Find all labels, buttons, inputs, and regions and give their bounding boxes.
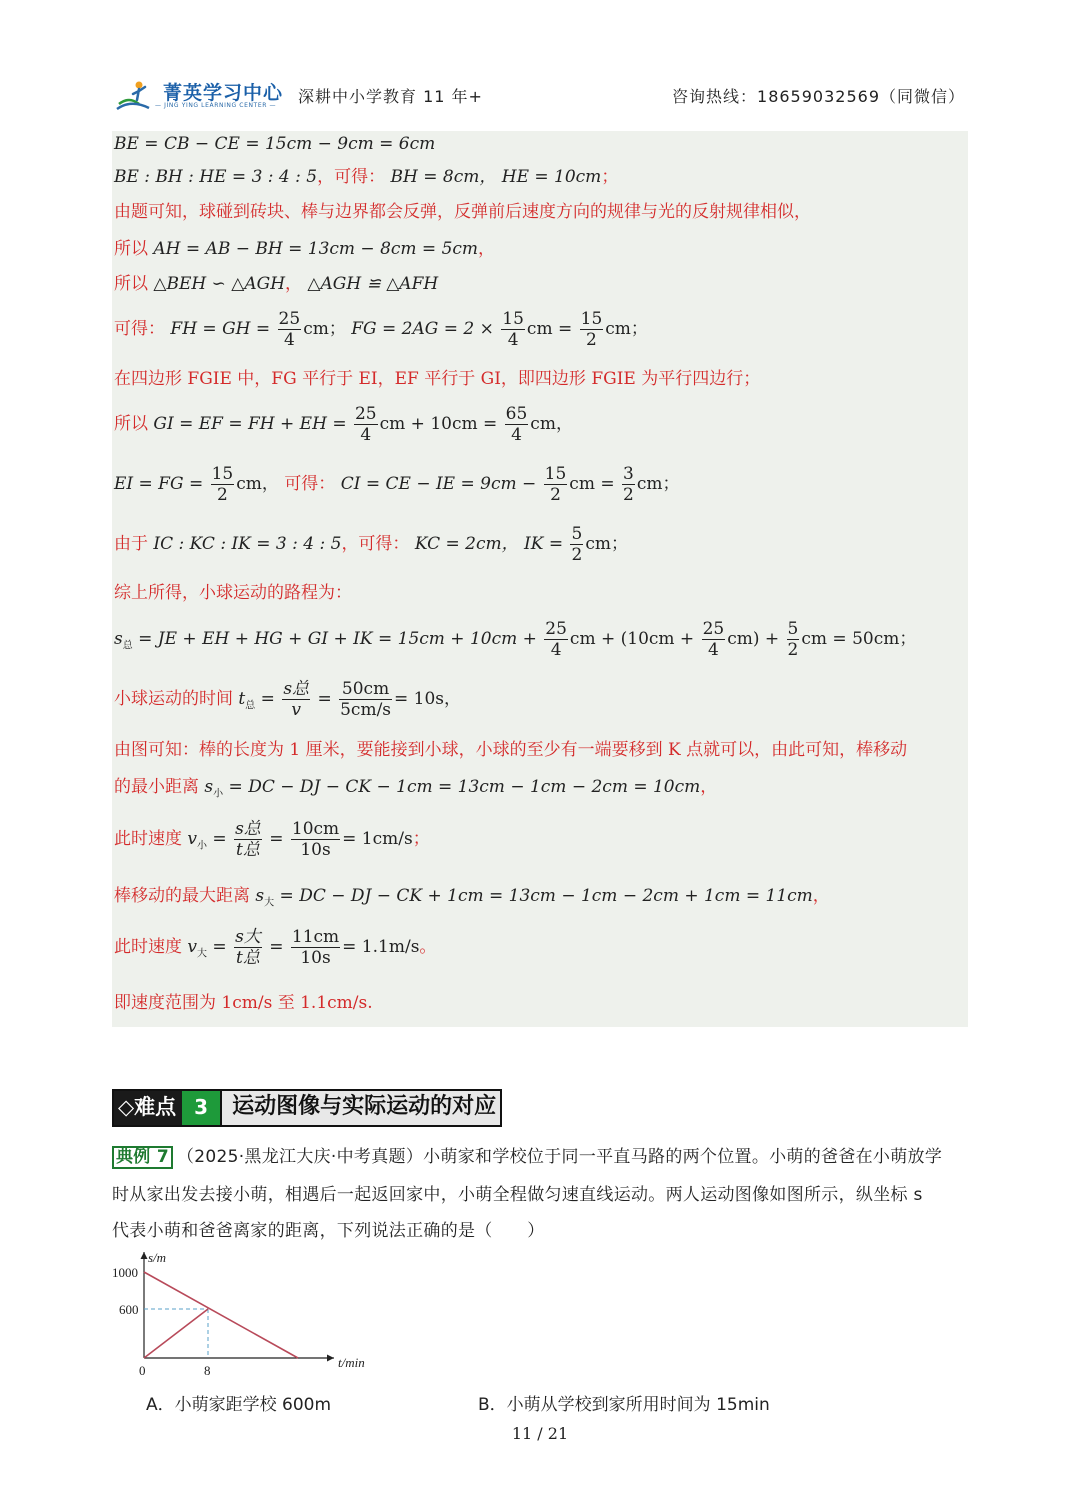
fraction: $\frac{25}{4}$: [278, 309, 301, 350]
fraction: $\frac{25}{4}$: [354, 404, 377, 445]
math-text: KC = 2cm， IK =: [414, 534, 564, 554]
solution-box: [112, 131, 968, 1027]
fraction: $\frac{15}{4}$: [502, 309, 524, 350]
text: 棒移动的最大距离: [114, 886, 250, 906]
text: ；: [412, 829, 430, 849]
fraction: $\frac{15}{2}$: [211, 464, 234, 505]
math-text: AH = AB − BH = 13cm − 8cm = 5cm: [153, 239, 479, 259]
fraction: $\frac{15}{2}$: [580, 309, 603, 350]
unit-text: cm；: [585, 534, 628, 554]
unit-text: cm = 50cm；: [801, 629, 917, 649]
logo: [115, 78, 293, 114]
unit-text: cm =: [526, 319, 573, 339]
solution-line-18: [114, 927, 436, 968]
header-slogan: 深耕中小学教育 11 年+: [298, 87, 483, 106]
unit-text: cm，: [236, 474, 279, 494]
math-text: EI = FG =: [114, 474, 204, 494]
text: ，可得：: [341, 534, 410, 554]
unit-text: cm；: [605, 319, 648, 339]
option-a: A．小萌家距学校 600m: [146, 1395, 332, 1415]
motion-graph: [106, 1244, 376, 1379]
text: 可得：: [114, 319, 165, 339]
math-text: △AGH ≌ △AFH: [307, 274, 439, 294]
origin-label: 0: [139, 1363, 146, 1378]
option-b: B．小萌从学校到家所用时间为 15min: [478, 1395, 770, 1415]
fraction: $\frac{5}{2}$: [787, 619, 799, 660]
subscript: 大: [264, 897, 275, 909]
fraction: $\frac{11cm}{10s}$: [291, 927, 340, 968]
fraction: $\frac{25}{4}$: [545, 619, 567, 660]
text: 所以: [114, 239, 148, 259]
math-text: = DC − DJ − CK − 1cm = 13cm − 1cm − 2cm = 10cm: [228, 777, 701, 797]
logo-subtext: — JING YING LEARNING CENTER —: [155, 102, 277, 109]
fraction: $\frac{3}{2}$: [623, 464, 634, 505]
math-text: BH = 8cm， HE = 10cm: [390, 167, 602, 187]
fraction: $\frac{15}{2}$: [544, 464, 567, 505]
problem-line-3: 代表小萌和爸爸离家的距离，下列说法正确的是（ ）: [112, 1221, 545, 1241]
xiaomeng-line: [144, 1272, 298, 1358]
subscript: 小: [197, 840, 208, 852]
fraction: $\frac{\text{s总}}{\text{t总}}$: [235, 819, 261, 860]
unit-text: cm；: [636, 474, 680, 494]
solution-line-8: [114, 404, 573, 445]
subscript: 总: [122, 640, 133, 652]
solution-line-5: [114, 273, 438, 295]
text: ，: [478, 239, 496, 259]
solution-line-10: [114, 524, 628, 565]
math-text: =: [212, 937, 227, 957]
solution-line-6: [114, 309, 648, 350]
text: 的最小距离: [114, 777, 199, 797]
math-text: =: [269, 937, 284, 957]
solution-line-16: [114, 819, 430, 860]
math-text: = JE + EH + HG + GI + IK = 15cm + 10cm +: [138, 629, 537, 649]
math-text: s: [255, 886, 265, 906]
page-number: 11 / 21: [511, 1424, 569, 1443]
fraction: $\frac{50cm}{5cm/s}$: [340, 679, 392, 720]
text: 此时速度: [114, 829, 182, 849]
subscript: 小: [213, 788, 224, 800]
solution-line-13: [114, 679, 461, 720]
unit-text: = 10s，: [394, 689, 462, 709]
solution-line-9: [114, 464, 679, 505]
math-text: s: [114, 629, 123, 649]
solution-line-1: [114, 133, 435, 155]
math-text: BE = CB − CE = 15cm − 9cm = 6cm: [114, 134, 436, 154]
math-text: =: [212, 829, 227, 849]
math-text: GI = EF = FH + EH =: [153, 414, 347, 434]
text: ，: [812, 886, 830, 906]
problem-text: （2025·黑龙江大庆·中考真题）小萌家和学校位于同一平直马路的两个位置。小萌的爸爸在小萌放学: [176, 1147, 943, 1167]
math-text: =: [269, 829, 284, 849]
solution-line-19: 即速度范围为 1cm/s 至 1.1cm/s.: [114, 993, 373, 1013]
math-text: =: [317, 689, 332, 709]
math-text: = DC − DJ − CK + 1cm = 13cm − 1cm − 2cm + 1cm = 11cm: [279, 886, 813, 906]
y-tick-1000: 1000: [112, 1265, 138, 1280]
math-text: =: [260, 689, 275, 709]
example-tag: 典例 7: [112, 1146, 173, 1169]
math-text: v: [187, 829, 198, 849]
unit-text: cm + 10cm =: [379, 414, 498, 434]
unit-text: cm，: [530, 414, 573, 434]
math-text: CI = CE − IE = 9cm −: [340, 474, 537, 494]
math-text: IC : KC : IK = 3 : 4 : 5: [153, 534, 342, 554]
text: 由于: [114, 534, 148, 554]
math-text: t: [238, 689, 246, 709]
y-tick-600: 600: [119, 1302, 139, 1317]
unit-text: = 1.1m/s: [342, 937, 420, 957]
solution-line-7: 在四边形 FGIE 中，FG 平行于 EI，EF 平行于 GI，即四边形 FGIE 为平行四边行；: [114, 369, 761, 389]
problem-line-1: [112, 1142, 942, 1169]
fraction: $\frac{5}{2}$: [571, 524, 583, 565]
text: ，: [285, 274, 303, 294]
fraction: $\frac{25}{4}$: [702, 619, 725, 660]
text: 此时速度: [114, 937, 182, 957]
unit-text: = 1cm/s: [342, 829, 413, 849]
solution-line-17: [114, 885, 830, 914]
solution-line-12: [114, 619, 916, 660]
unit-text: cm =: [569, 474, 615, 494]
unit-text: cm + (10cm +: [569, 629, 695, 649]
math-text: FH = GH =: [170, 319, 271, 339]
solution-line-11: 综上所得，小球运动的路程为：: [114, 583, 352, 603]
fraction: $\frac{\text{s总}}{v}$: [283, 679, 310, 720]
text: 所以: [114, 414, 148, 434]
solution-line-3: 由题可知，球碰到砖块、棒与边界都会反弹，反弹前后速度方向的规律与光的反射规律相似，: [114, 202, 811, 222]
solution-line-4: [114, 238, 495, 260]
math-text: v: [187, 937, 198, 957]
subscript: 大: [197, 948, 208, 960]
math-text: s: [204, 777, 214, 797]
math-text: △BEH ∽ △AGH: [153, 274, 286, 294]
text: ，可得：: [317, 167, 386, 187]
section-title: 运动图像与实际运动的对应: [220, 1091, 500, 1125]
section-number: 3: [182, 1091, 220, 1125]
section-label: ◇难点: [114, 1091, 182, 1125]
unit-text: cm) +: [727, 629, 780, 649]
logo-icon: [115, 78, 159, 112]
text: 可得：: [284, 474, 336, 494]
solution-line-2: [114, 166, 618, 188]
unit-text: cm；: [303, 319, 346, 339]
section-heading: [112, 1089, 502, 1127]
fraction: $\frac{65}{4}$: [505, 404, 528, 445]
page-header: [0, 0, 1080, 130]
fraction: $\frac{\text{s大}}{\text{t总}}$: [235, 927, 261, 968]
text: 所以: [114, 274, 148, 294]
fraction: $\frac{10cm}{10s}$: [291, 819, 340, 860]
dad-line: [144, 1309, 208, 1358]
logo-text: 菁英学习中心: [163, 82, 284, 104]
y-axis-label: s/m: [148, 1250, 167, 1265]
math-text: FG = 2AG = 2 ×: [351, 319, 494, 339]
subscript: 总: [245, 700, 256, 712]
x-axis-label: t/min: [338, 1355, 365, 1370]
text: ；: [601, 167, 619, 187]
text: 小球运动的时间: [114, 689, 233, 709]
problem-line-2: 时从家出发去接小萌，相遇后一起返回家中，小萌全程做匀速直线运动。两人运动图像如图所示，纵坐标 s: [112, 1185, 923, 1205]
solution-line-15: [114, 776, 717, 805]
x-tick-8: 8: [204, 1363, 211, 1378]
text: 。: [419, 937, 437, 957]
text: ，: [700, 777, 718, 797]
math-text: BE : BH : HE = 3 : 4 : 5: [114, 167, 318, 187]
header-hotline: 咨询热线：18659032569（同微信）: [672, 87, 965, 106]
solution-line-14: 由图可知：棒的长度为 1 厘米，要能接到小球，小球的至少有一端要移到 K 点就可以，由此可知，棒移动: [114, 740, 908, 760]
